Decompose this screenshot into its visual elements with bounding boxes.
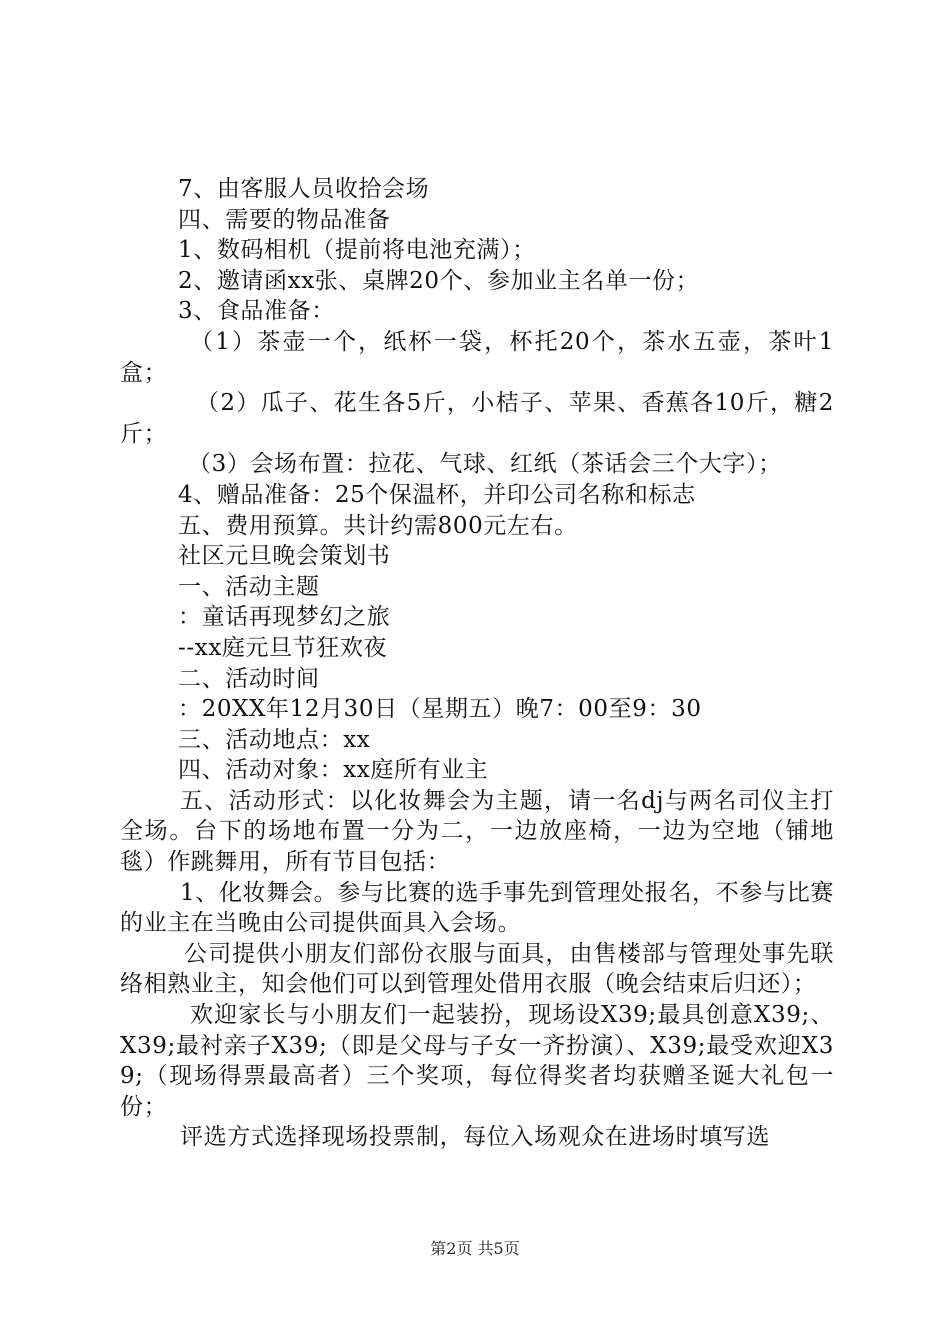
text-line: 四、活动对象：xx庭所有业主 [178,757,489,784]
text-line: 4、赠品准备：25个保温杯，并印公司名称和标志 [178,481,696,508]
section-heading: 一、活动主题 [178,573,320,600]
text-line: ：童话再现梦幻之旅 [178,604,391,631]
text-line: ：20XX年12月30日（星期五）晚7：00至9：30 [178,696,702,723]
document-body [120,174,834,1153]
text-line: 2、邀请函xx张、桌牌20个、参加业主名单一份； [178,267,700,294]
section-heading: 四、需要的物品准备 [178,206,391,233]
text-line: 3、食品准备： [178,298,335,325]
text-line: --xx庭元旦节狂欢夜 [178,634,388,661]
text-line: 五、费用预算。共计约需800元左右。 [178,512,578,539]
text-paragraph: （1）茶壶一个，纸杯一袋，杯托20个，茶水五壶，茶叶1盒； [120,328,834,386]
text-paragraph: 五、活动形式：以化妆舞会为主题，请一名dj与两名司仪主打全场。台下的场地布置一分为二，一边放座椅，一边为空地（铺地毯）作跳舞用，所有节目包括： [120,787,834,876]
text-paragraph: 公司提供小朋友们部份衣服与面具，由售楼部与管理处事先联络相熟业主，知会他们可以到管理处借用衣服（晚会结束后归还）； [120,940,834,998]
text-line: 1、数码相机（提前将电池充满）； [178,237,536,264]
section-heading: 二、活动时间 [178,665,320,692]
text-paragraph: 欢迎家长与小朋友们一起装扮，现场设X39;最具创意X39;、X39;最衬亲子X39;（即是父母与子女一齐扮演）、X39;最受欢迎X39;（现场得票最高者）三个奖项，每位得奖者均获赠圣诞大礼包一份； [120,1002,834,1120]
document-title: 社区元旦晚会策划书 [178,543,391,570]
text-line: 三、活动地点：xx [178,726,371,753]
page-footer: 第2页 共5页 [430,1239,520,1258]
text-paragraph: 评选方式选择现场投票制，每位入场观众在进场时填写选 [180,1124,770,1151]
text-line: （3）会场布置：拉花、气球、红纸（茶话会三个大字）； [188,451,782,478]
text-paragraph: （2）瓜子、花生各5斤，小桔子、苹果、香蕉各10斤，糖2斤； [120,390,834,447]
text-paragraph: 1、化妆舞会。参与比赛的选手事先到管理处报名，不参与比赛的业主在当晚由公司提供面具入会场。 [120,879,834,937]
text-line: 7、由客服人员收拾会场 [178,176,430,202]
